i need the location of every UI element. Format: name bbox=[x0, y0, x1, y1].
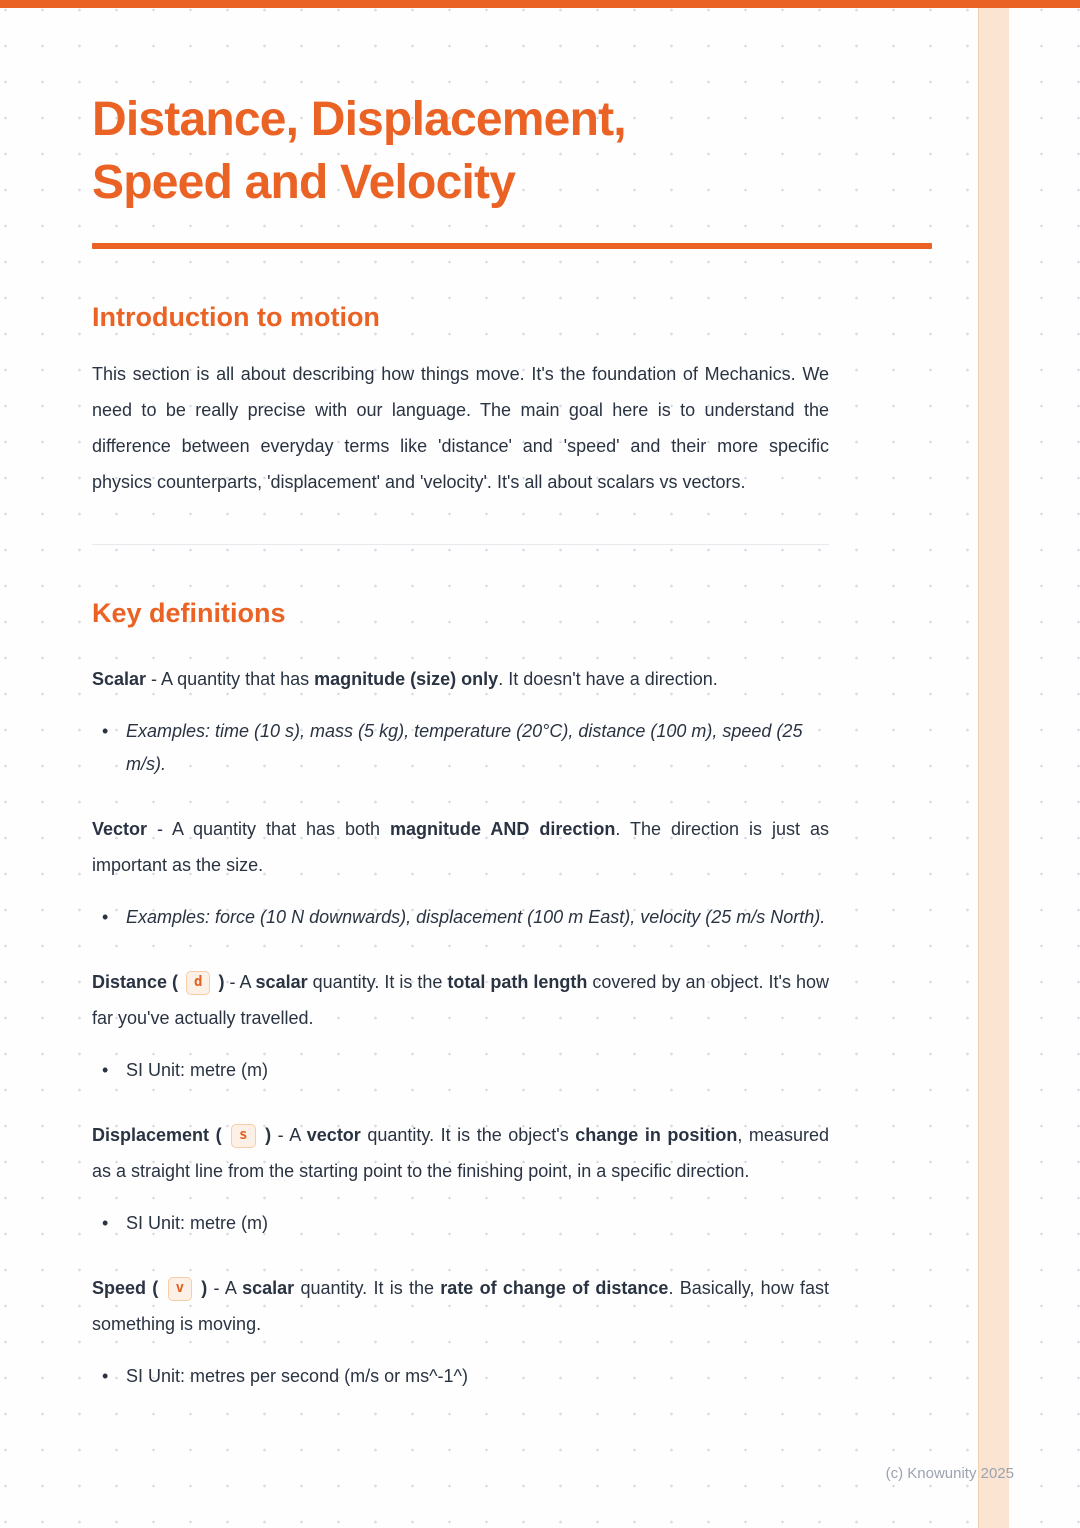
bold-text: magnitude AND direction bbox=[390, 819, 616, 840]
list-item bbox=[102, 1054, 829, 1087]
bold-text: change in position bbox=[575, 1125, 738, 1146]
text-segment: quantity. It is the bbox=[294, 1278, 441, 1299]
text-segment: quantity. It is the bbox=[307, 972, 448, 993]
text-segment: - A bbox=[271, 1125, 307, 1146]
page-title bbox=[92, 88, 829, 215]
bold-text: Distance ( bbox=[92, 972, 184, 993]
intro-paragraph: This section is all about describing how things move. It's the foundation of Mechanics. We need to be really precise with our language. The main goal here is to understand the difference between everyday terms like 'distance' and 'speed' and their more specific physics counterparts, 'displacement' and 'velocity'. It's all about scalars vs vectors. bbox=[92, 364, 829, 493]
text-segment: . It doesn't have a direction. bbox=[498, 669, 718, 690]
text-segment: - A quantity that has both bbox=[147, 819, 391, 840]
bold-text: Vector bbox=[92, 819, 148, 840]
bold-text: Displacement ( bbox=[92, 1125, 229, 1146]
text-segment: - A bbox=[207, 1278, 243, 1299]
text-segment: . The direction is just as important as the size. bbox=[92, 819, 829, 876]
text-segment: covered by an object. It's how far you've actually travelled. bbox=[92, 972, 829, 1029]
bold-text: ) bbox=[258, 1125, 272, 1146]
bold-text: ) bbox=[195, 1278, 208, 1299]
bold-text: scalar bbox=[255, 972, 308, 993]
inline-code-badge: s bbox=[231, 1124, 255, 1148]
text-segment: - A quantity that has bbox=[146, 669, 315, 690]
bold-text: magnitude (size) only bbox=[314, 669, 499, 690]
section-heading-key-definitions: Key definitions bbox=[92, 598, 286, 629]
top-accent-bar bbox=[0, 0, 1080, 8]
list-item bbox=[102, 715, 829, 781]
definition-paragraph bbox=[92, 811, 829, 883]
bold-text: total path length bbox=[447, 972, 588, 993]
definition-paragraph bbox=[92, 964, 829, 1036]
bold-text: vector bbox=[306, 1125, 361, 1146]
inline-code-badge: d bbox=[186, 971, 210, 995]
text-segment: - A bbox=[224, 972, 256, 993]
definition-block-vector bbox=[92, 811, 829, 934]
definition-block-distance bbox=[92, 964, 829, 1087]
bullet-text: SI Unit: metres per second (m/s or ms^-1^) bbox=[126, 1366, 468, 1387]
definition-paragraph bbox=[92, 1270, 829, 1342]
text-segment: , measured as a straight line from the starting point to the finishing point, in a specific direction. bbox=[92, 1125, 829, 1182]
definition-block-displacement bbox=[92, 1117, 829, 1240]
right-margin-stripe bbox=[978, 0, 1009, 1528]
bullet-marker: • bbox=[102, 721, 109, 742]
definition-block-scalar bbox=[92, 661, 829, 781]
list-item bbox=[102, 1360, 829, 1393]
bullet-marker: • bbox=[102, 1213, 109, 1234]
text-segment: . Basically, how fast something is moving. bbox=[92, 1278, 829, 1335]
bullet-marker: • bbox=[102, 907, 109, 928]
bullet-marker: • bbox=[102, 1366, 109, 1387]
page-title-line2: Speed and Velocity bbox=[92, 156, 516, 210]
definition-paragraph bbox=[92, 1117, 829, 1189]
text-segment: quantity. It is the object's bbox=[360, 1125, 576, 1146]
definition-paragraph bbox=[92, 661, 829, 697]
bullet-text: Examples: force (10 N downwards), displacement (100 m East), velocity (25 m/s North). bbox=[126, 907, 826, 928]
bullet-text: SI Unit: metre (m) bbox=[126, 1060, 269, 1081]
bullet-marker: • bbox=[102, 1060, 109, 1081]
page-title-line1: Distance, Displacement, bbox=[92, 93, 626, 146]
title-rule bbox=[92, 243, 932, 249]
document-content bbox=[92, 88, 829, 1393]
bold-text: Speed ( bbox=[92, 1278, 165, 1299]
inline-code-badge: v bbox=[168, 1277, 192, 1301]
bullet-text: Examples: time (10 s), mass (5 kg), temperature (20°C), distance (100 m), speed (25 m/s). bbox=[126, 721, 803, 775]
bold-text: rate of change of distance bbox=[440, 1278, 669, 1299]
section-heading-introduction: Introduction to motion bbox=[92, 301, 380, 332]
section-divider bbox=[92, 544, 829, 545]
bold-text: Scalar bbox=[92, 669, 147, 690]
definition-block-speed bbox=[92, 1270, 829, 1393]
bold-text: scalar bbox=[242, 1278, 295, 1299]
bold-text: ) bbox=[213, 972, 225, 993]
copyright-footer: (c) Knowunity 2025 bbox=[885, 1465, 1014, 1482]
list-item bbox=[102, 1207, 829, 1240]
list-item bbox=[102, 901, 829, 934]
bullet-text: SI Unit: metre (m) bbox=[126, 1213, 269, 1234]
